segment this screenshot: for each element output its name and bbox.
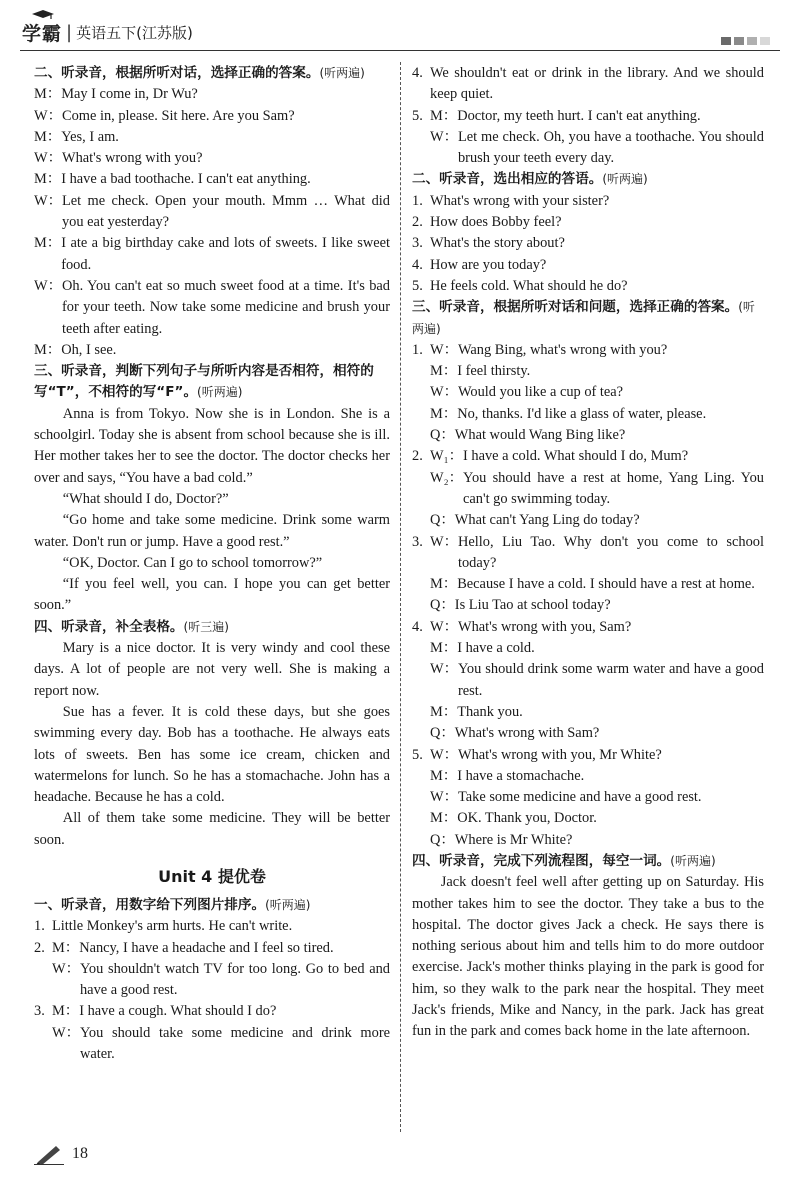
column-divider (400, 62, 401, 1132)
section-3-title-note: (听两遍) (412, 300, 755, 336)
numbered-item (412, 446, 764, 467)
numbered-item (412, 745, 764, 766)
speaker-label: W： (430, 618, 458, 635)
numbered-item (412, 106, 764, 127)
dialogue-text: You shouldn't watch TV for too long. Go to bed and have a good rest. (79, 960, 390, 999)
section-4-title-note: (听三遍) (183, 619, 229, 634)
dialogue-text: We shouldn't eat or drink in the library. And we should keep quiet. (430, 65, 764, 103)
numbered-item (412, 468, 764, 511)
item-number: 1. (34, 918, 45, 935)
section-3-title (412, 297, 764, 340)
section-4-title (34, 617, 390, 638)
question-item (412, 255, 764, 276)
page-number: 18 (72, 1145, 88, 1162)
speaker-label: W： (34, 150, 62, 167)
speaker-label: W： (430, 661, 458, 678)
question-text: What's wrong with your sister? (430, 192, 610, 209)
speaker-label: Q： (430, 597, 455, 614)
speaker-label: M： (430, 363, 458, 380)
item-number: 1. (412, 341, 423, 358)
item-number: 2. (412, 448, 423, 465)
speaker-label: Q： (430, 831, 455, 848)
dialogue-text: Where is Mr White? (454, 831, 573, 848)
speaker-label: M： (34, 235, 62, 252)
dialogue-text: Take some medicine and have a good rest. (457, 789, 702, 806)
numbered-item (412, 574, 764, 595)
dialogue-line (34, 340, 390, 361)
speaker-label: M： (34, 341, 62, 358)
question-item (412, 212, 764, 233)
numbered-item (412, 425, 764, 446)
numbered-item (412, 595, 764, 616)
numbered-item (412, 766, 764, 787)
item-number: 5. (412, 746, 423, 763)
section-4-title (412, 851, 764, 872)
dialogue-text: What can't Yang Ling do today? (454, 512, 640, 529)
item-number (412, 659, 430, 702)
speaker-label: W： (430, 746, 458, 763)
item-number (412, 638, 430, 659)
passage-paragraph: “What should I do, Doctor?” (62, 490, 229, 507)
speaker-label: W： (430, 341, 458, 358)
section-2-title-note: (听两遍) (602, 172, 648, 187)
header-rule (20, 50, 780, 51)
passage-paragraph: Anna is from Tokyo. Now she is in London. She is a schoolgirl. Today she is absent from school because she is ill. Her mother takes her to see the doctor. The doctor checks her over and says, “You have a bad cold.” (34, 405, 390, 486)
dialogue-line (34, 276, 390, 340)
speaker-label: Q： (430, 427, 455, 444)
speaker-label: M： (430, 703, 458, 720)
passage-paragraph: Sue has a fever. It is cold these days, but she goes swimming every day. Bob has a toothache. He always eats lots of sweets. Ben has some ice cream, chicken and watermelons for lunch. So he has a stomachache. John has a headache. Because he has a cold. (34, 703, 390, 806)
speaker-label: W： (430, 789, 458, 806)
speaker-label: W₁： (430, 448, 463, 465)
item-number: 5. (412, 277, 423, 294)
numbered-item (412, 638, 764, 659)
speaker-label: W： (430, 533, 458, 550)
dialogue-text: I have a stomachache. (457, 767, 585, 784)
passage-paragraph: “If you feel well, you can. I hope you can get better soon.” (34, 576, 390, 614)
section-4-title-note: (听两遍) (670, 853, 716, 868)
dialogue-line (34, 191, 390, 234)
dialogue-text: You should take some medicine and drink more water. (79, 1024, 390, 1063)
item-number (412, 404, 430, 425)
dialogue-text: Let me check. Oh, you have a toothache. You should brush your teeth every day. (457, 128, 764, 167)
numbered-item (412, 659, 764, 702)
numbered-item (412, 340, 764, 361)
speaker-label: W： (34, 107, 62, 124)
section-3-title (34, 361, 390, 404)
speaker-label: M： (52, 939, 80, 956)
dialogue-text: I have a cold. What should I do, Mum? (463, 448, 689, 465)
item-number (412, 595, 430, 616)
dialogue-line (34, 233, 390, 276)
item-number (412, 127, 430, 170)
dialogue-text: Would you like a cup of tea? (457, 384, 624, 401)
unit-section-1-title-text: 一、听录音，用数字给下列图片排序。 (34, 896, 266, 913)
item-number: 4. (412, 256, 423, 273)
book-title: 英语五下(江苏版) (76, 23, 193, 42)
item-number: 3. (412, 235, 423, 252)
dialogue-text: I feel thirsty. (457, 363, 531, 380)
dialogue-line (34, 169, 390, 190)
dialogue-text: I have a cold. (457, 640, 535, 657)
question-text: How does Bobby feel? (430, 214, 562, 231)
brand-name: 学霸 (22, 22, 63, 45)
item-number: 4. (412, 618, 423, 635)
numbered-item (412, 830, 764, 851)
speaker-label: W： (34, 192, 62, 209)
speaker-label: W： (430, 384, 458, 401)
dialogue-text: Let me check. Open your mouth. Mmm … What did you eat yesterday? (61, 192, 390, 231)
section-2-title (34, 63, 390, 84)
unit-section-1-title-note: (听两遍) (265, 897, 311, 912)
item-number: 3. (412, 533, 423, 550)
item-number (412, 382, 430, 403)
dialogue-text: What's wrong with Sam? (454, 725, 600, 742)
question-item (412, 233, 764, 254)
dialogue-line (34, 127, 390, 148)
section-3-title-text: 三、听录音，根据所听对话和问题，选择正确的答案。 (412, 299, 739, 316)
item-number: 2. (412, 214, 423, 231)
dialogue-text: Oh. You can't eat so much sweet food at a time. It's bad for your teeth. Now take some medicine and brush your teeth after eating. (61, 277, 390, 337)
passage-paragraph: Jack doesn't feel well after getting up on Saturday. His mother takes him to see the doctor. They take a bus to the hospital. The doctor gives Jack a check. He says there is nothing serious about him and tells him to do more outdoor exercise. Jack's mother thinks playing in the park is good for him, so they walk to the park near the hospital. They meet Jack's friends, Mike and Nancy, in the park. Jack has great fun in the park and comes back home in the late afternoon. (412, 874, 764, 1040)
speaker-label: W₂： (430, 469, 463, 486)
question-text: What's the story about? (430, 235, 565, 252)
speaker-label: W： (34, 277, 62, 294)
speaker-label: M： (34, 171, 62, 188)
item-number: 5. (412, 107, 423, 124)
item-number: 1. (412, 192, 423, 209)
unit-title: Unit 4 提优卷 (158, 866, 266, 886)
dialogue-text: What's wrong with you, Mr White? (457, 746, 662, 763)
page-footer (34, 1143, 88, 1165)
speaker-label: M： (430, 405, 458, 422)
dialogue-line (34, 84, 390, 105)
numbered-item (34, 1001, 390, 1022)
dialogue-line (34, 106, 390, 127)
dialogue-text: I ate a big birthday cake and lots of sweets. I like sweet food. (61, 235, 390, 273)
passage-paragraph: “Go home and take some medicine. Drink some warm water. Don't run or jump. Have a good rest.” (34, 512, 390, 550)
dialogue-text: Doctor, my teeth hurt. I can't eat anything. (457, 107, 701, 124)
dialogue-text: Hello, Liu Tao. Why don't you come to school today? (457, 533, 764, 571)
speaker-label: M： (52, 1003, 80, 1020)
numbered-item (34, 916, 390, 937)
numbered-item (34, 1023, 390, 1066)
numbered-item (412, 617, 764, 638)
item-number (412, 361, 430, 382)
dialogue-text: Wang Bing, what's wrong with you? (457, 341, 668, 358)
section-2-title-text: 二、听录音，选出相应的答语。 (412, 171, 603, 188)
passage-paragraph: Mary is a nice doctor. It is very windy and cool these days. A lot of people are not very well. She is making a report now. (34, 640, 390, 699)
section-2-title-text: 二、听录音，根据所听对话，选择正确的答案。 (34, 65, 320, 81)
dialogue-text: Thank you. (457, 703, 523, 720)
dialogue-text: Yes, I am. (61, 128, 119, 145)
dialogue-text: You should drink some warm water and have a good rest. (457, 661, 764, 699)
numbered-item (412, 510, 764, 531)
header-decoration (721, 37, 770, 45)
dialogue-text: Oh, I see. (61, 341, 117, 358)
speaker-label: M： (430, 107, 458, 124)
speaker-label: W： (430, 128, 458, 145)
passage-paragraph: “OK, Doctor. Can I go to school tomorrow?” (62, 554, 323, 571)
speaker-label: M： (430, 640, 458, 657)
dialogue-text: What's wrong with you? (61, 150, 203, 167)
speaker-label: W： (52, 1024, 80, 1041)
dialogue-text: I have a cough. What should I do? (79, 1003, 277, 1020)
dialogue-line (34, 148, 390, 169)
question-item (412, 276, 764, 297)
item-number (412, 702, 430, 723)
numbered-item (412, 723, 764, 744)
brand-logo (22, 18, 193, 46)
numbered-item (412, 127, 764, 170)
numbered-item (412, 787, 764, 808)
numbered-item (34, 938, 390, 959)
pencil-icon (34, 1143, 64, 1165)
item-number (412, 787, 430, 808)
dialogue-text: Nancy, I have a headache and I feel so tired. (79, 939, 334, 956)
graduation-cap-icon (32, 10, 54, 20)
item-number (34, 959, 52, 1002)
item-number: 2. (34, 939, 45, 956)
left-column (34, 63, 390, 1065)
unit-section-1-title (34, 895, 390, 916)
section-3-title-note: (听两遍) (197, 385, 243, 400)
dialogue-text: Come in, please. Sit here. Are you Sam? (61, 107, 295, 124)
question-text: How are you today? (430, 256, 547, 273)
item-number (412, 830, 430, 851)
section-3-title-text: 三、听录音，判断下列句子与所听内容是否相符，相符的写“T”，不相符的写“F”。 (34, 363, 374, 401)
numbered-item (412, 361, 764, 382)
page-header (0, 0, 800, 52)
speaker-label: Q： (430, 512, 455, 529)
item-number (412, 468, 430, 511)
section-2-title (412, 169, 764, 190)
dialogue-text: You should have a rest at home, Yang Ling. You can't go swimming today. (463, 469, 764, 507)
speaker-label: M： (430, 810, 458, 827)
item-number: 4. (412, 65, 423, 81)
speaker-label: M： (34, 128, 62, 145)
item-number (412, 723, 430, 744)
dialogue-text: I have a bad toothache. I can't eat anything. (61, 171, 311, 188)
dialogue-text: What would Wang Bing like? (454, 427, 626, 444)
section-4-title-text: 四、听录音，完成下列流程图，每空一词。 (412, 852, 671, 869)
numbered-item (34, 959, 390, 1002)
dialogue-text: OK. Thank you, Doctor. (457, 810, 597, 827)
numbered-item (412, 404, 764, 425)
dialogue-text: Is Liu Tao at school today? (454, 597, 611, 614)
right-column (412, 63, 764, 1043)
speaker-label: M： (430, 576, 458, 593)
dialogue-text: Because I have a cold. I should have a rest at home. (457, 576, 755, 593)
speaker-label: M： (430, 767, 458, 784)
dialogue-text: Little Monkey's arm hurts. He can't write. (52, 918, 293, 935)
question-text: He feels cold. What should he do? (430, 277, 628, 294)
item-number (412, 808, 430, 829)
item-number (412, 766, 430, 787)
dialogue-text: May I come in, Dr Wu? (61, 86, 198, 103)
question-item (412, 191, 764, 212)
item-number: 3. (34, 1003, 45, 1020)
item-number (412, 574, 430, 595)
speaker-label: W： (52, 960, 80, 977)
numbered-item (412, 808, 764, 829)
numbered-item (412, 63, 764, 106)
numbered-item (412, 382, 764, 403)
speaker-label: M： (34, 86, 62, 103)
item-number (412, 510, 430, 531)
passage-paragraph: All of them take some medicine. They will be better soon. (34, 810, 390, 848)
item-number (34, 1023, 52, 1066)
numbered-item (412, 702, 764, 723)
section-2-title-note: (听两遍) (319, 66, 365, 80)
dialogue-text: No, thanks. I'd like a glass of water, please. (457, 405, 707, 422)
speaker-label: Q： (430, 725, 455, 742)
numbered-item (412, 532, 764, 575)
header-separator: | (66, 21, 73, 43)
section-4-title-text: 四、听录音，补全表格。 (34, 618, 184, 635)
dialogue-text: What's wrong with you, Sam? (457, 618, 632, 635)
item-number (412, 425, 430, 446)
